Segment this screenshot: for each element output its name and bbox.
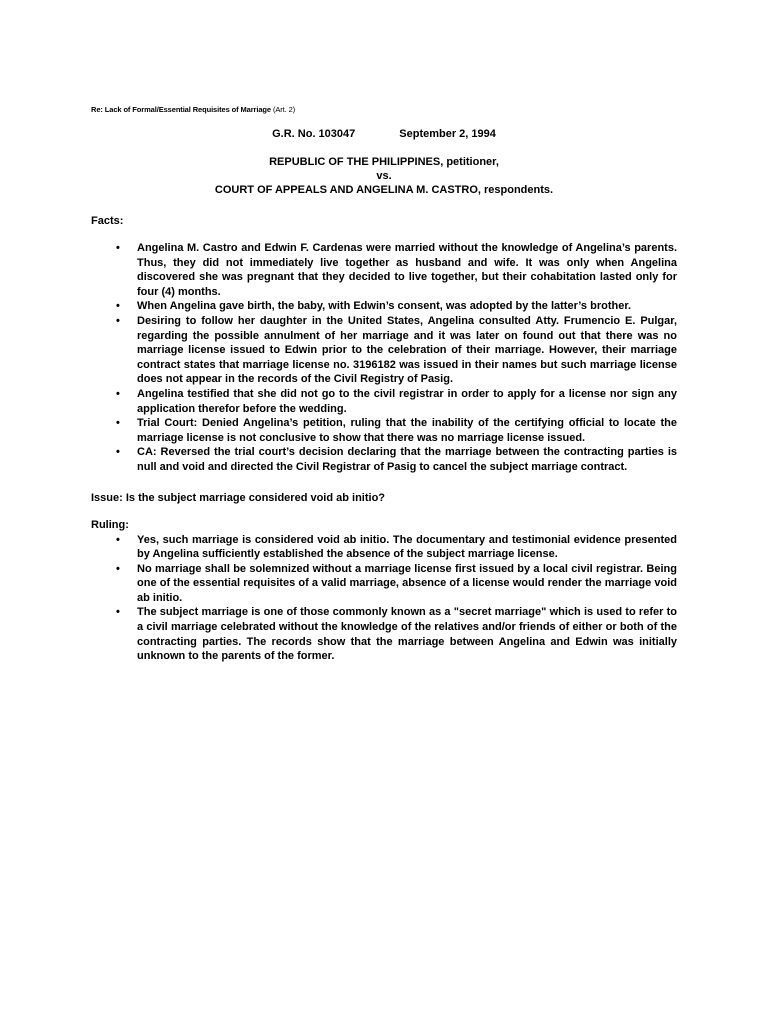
list-item bbox=[91, 299, 677, 314]
ruling-text: No marriage shall be solemnized without a marriage license first issued by a local civil registrar. Being one of the essential requisites of a valid marriage, absence of a license would render the marriage void ab initio. bbox=[137, 562, 677, 604]
facts-heading: Facts: bbox=[91, 215, 124, 227]
bullet-icon: • bbox=[116, 300, 120, 313]
list-item bbox=[91, 387, 677, 416]
bullet-icon: • bbox=[116, 314, 120, 327]
fact-text: When Angelina gave birth, the baby, with Edwin’s consent, was adopted by the latter’s brother. bbox=[137, 300, 632, 313]
bullet-icon: • bbox=[116, 533, 120, 546]
decision-date: September 2, 1994 bbox=[399, 128, 496, 140]
re-line-article: (Art. 2) bbox=[272, 105, 296, 114]
list-item bbox=[91, 605, 677, 663]
re-line-text: Re: Lack of Formal/Essential Requisites of Marriage bbox=[91, 105, 271, 114]
case-parties bbox=[91, 155, 677, 197]
re-line bbox=[91, 105, 677, 114]
respondents-line: COURT OF APPEALS AND ANGELINA M. CASTRO, respondents. bbox=[214, 184, 554, 196]
fact-text: Angelina testified that she did not go to the civil registrar in order to apply for a license nor sign any application therefor before the wedding. bbox=[137, 387, 677, 415]
bullet-icon: • bbox=[116, 562, 120, 575]
ruling-text: The subject marriage is one of those commonly known as a "secret marriage" which is used to refer to a civil marriage celebrated without the knowledge of the relatives and/or friends of either or both of the contracting parties. The records show that the marriage between Angelina and Edwin was initially unknown to the parents of the former. bbox=[137, 606, 677, 663]
ruling-heading: Ruling: bbox=[91, 518, 129, 531]
list-item bbox=[91, 314, 677, 387]
bullet-icon: • bbox=[116, 606, 120, 619]
bullet-icon: • bbox=[116, 387, 120, 400]
fact-text: Angelina M. Castro and Edwin F. Cardenas were married without the knowledge of Angelina’s parents. Thus, they did not immediately live together as husband and wife. It was only when Angelina discovered she was pregnant that they decided to live together, but their cohabitation lasted only for four (4) months. bbox=[137, 242, 677, 298]
petitioner-line: REPUBLIC OF THE PHILIPPINES, petitioner, bbox=[269, 156, 499, 168]
fact-text: Desiring to follow her daughter in the United States, Angelina consulted Atty. Frumencio E. Pulgar, regarding the possible annulment of her marriage and it was later on found out that there was no marriage license issued to Edwin prior to the celebration of their marriage. However, their marriage contract states that marriage license no. 3196182 was issued in their names but such marriage license does not appear in the records of the Civil Registry of Pasig. bbox=[137, 314, 677, 386]
fact-text: Trial Court: Denied Angelina’s petition, ruling that the inability of the certifying official to locate the marriage license is not conclusive to show that there was no marriage license issued. bbox=[137, 417, 677, 444]
case-number-line bbox=[91, 127, 677, 141]
list-item bbox=[91, 533, 677, 562]
ruling-text: Yes, such marriage is considered void ab initio. The documentary and testimonial evidence presented by Angelina sufficiently established the absence of the subject marriage license. bbox=[137, 533, 677, 561]
versus-line: vs. bbox=[376, 170, 392, 182]
document-body bbox=[91, 105, 677, 664]
list-item bbox=[91, 562, 677, 606]
gr-number: G.R. No. 103047 bbox=[272, 128, 356, 140]
facts-list bbox=[91, 241, 677, 475]
list-item bbox=[91, 416, 677, 445]
list-item bbox=[91, 241, 677, 299]
ruling-list bbox=[91, 533, 677, 664]
fact-text: CA: Reversed the trial court’s decision declaring that the marriage between the contracting parties is null and void and directed the Civil Registrar of Pasig to cancel the subject marriage contract. bbox=[137, 446, 677, 473]
bullet-icon: • bbox=[116, 417, 120, 430]
list-item bbox=[91, 445, 677, 474]
bullet-icon: • bbox=[116, 242, 120, 254]
bullet-icon: • bbox=[116, 446, 120, 459]
issue-heading: Issue: Is the subject marriage considered void ab initio? bbox=[91, 491, 386, 504]
